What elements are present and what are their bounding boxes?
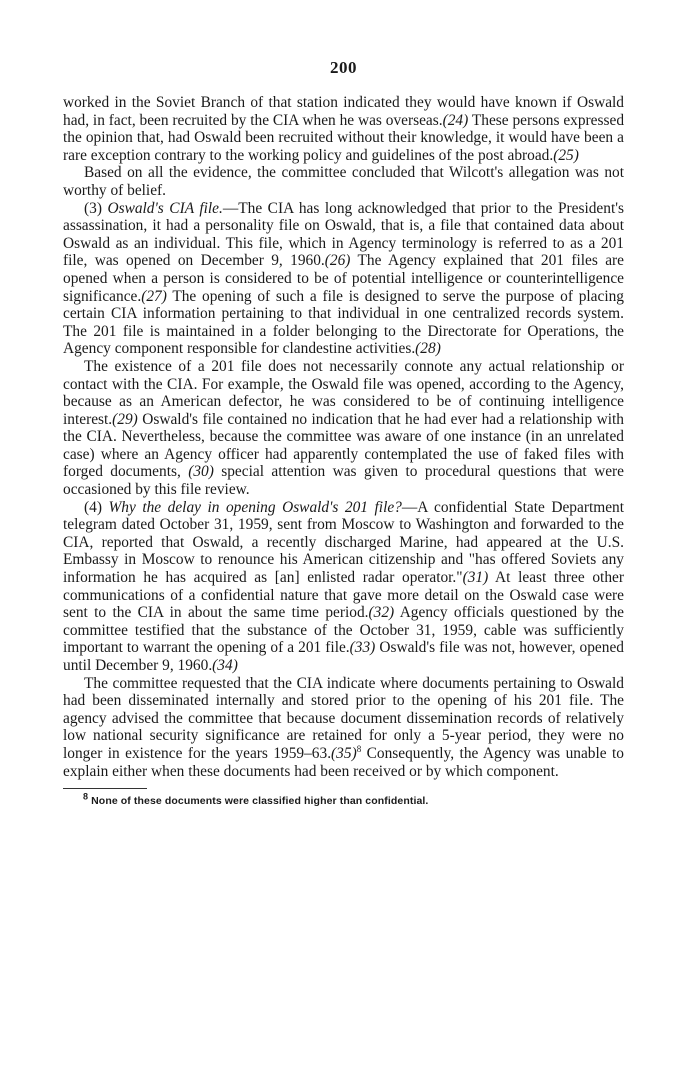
- paragraph: [63, 164, 624, 199]
- citation-number: (25): [553, 146, 579, 164]
- footnote-text: None of these documents were classified higher than confidential.: [88, 795, 429, 808]
- body-text: [63, 94, 624, 780]
- citation-number: (29): [112, 410, 138, 428]
- paragraph: [63, 358, 624, 499]
- text-run: These persons expressed the opinion that, had Oswald been recruited without their knowledge, it would have been a rare exception contrary to the working policy and guidelines of the post abroad.: [63, 111, 625, 164]
- citation-number: (34): [212, 657, 238, 674]
- text-run: The Agency explained that 201 files are opened when a person is considered to be of potential intelligence or counterintelligence significance.: [63, 252, 624, 305]
- footnote-reference: 8: [356, 743, 362, 754]
- text-run: (3): [84, 199, 108, 217]
- paragraph: [63, 499, 624, 675]
- text-run: Based on all the evidence, the committee concluded that Wilcott's allegation was not worthy of belief.: [63, 164, 624, 199]
- citation-number: (28): [415, 340, 441, 358]
- text-run: Consequently, the Agency was unable to explain either when these documents had been received or by which component.: [63, 744, 624, 780]
- citation-number: (31): [462, 569, 489, 587]
- text-run: Oswald's file was not, however, opened until December 9, 1960.: [63, 639, 624, 674]
- footnote: [63, 791, 624, 808]
- page-number: 200: [330, 58, 357, 77]
- text-run: The opening of such a file is designed to serve the purpose of placing certain CIA information pertaining to that individual in one centralized records system. The 201 file is maintained in a folder belonging to the Directorate for Operations, the Agency component responsible for clandestine activities.: [63, 287, 624, 358]
- text-run: The committee requested that the CIA indicate where documents pertaining to Oswald had been disseminated internally and stored prior to the opening of his 201 file. The agency advised the committee that because document dissemination records of relatively low national security significance are retained for only a 5-year period, they were no longer in existence for the years 1959–63.: [63, 674, 624, 762]
- text-run: Agency officials questioned by the committee testified that the substance of the October 31, 1959, cable was sufficiently important to warrant the opening of a 201 file.: [63, 604, 624, 657]
- citation-number: (30): [188, 463, 214, 481]
- text-run: —A confidential State Department telegram dated October 31, 1959, sent from Moscow to Washington and forwarded to the CIA, reported that Oswald, a recently discharged Marine, had appeared at the U.S. Embassy in Moscow to renounce his American citizenship and "has offered Soviets any information he has acquired as [an] enlisted radar operator.": [63, 498, 625, 587]
- text-run: worked in the Soviet Branch of that station indicated they would have known if Oswald had, in fact, been recruited by the CIA when he was overseas.: [63, 94, 624, 129]
- paragraph: [63, 200, 624, 358]
- citation-number: (24): [442, 111, 469, 129]
- text-run: —The CIA has long acknowledged that prior to the President's assassination, it had a personality file on Oswald, that is, a file that contained data about Oswald as an individual. This file, which in Agency terminology is referred to as a 201 file, was opened on December 9, 1960.: [63, 199, 624, 270]
- citation-number: (33): [349, 639, 376, 657]
- paragraph: [63, 94, 624, 164]
- paragraph: [63, 675, 624, 781]
- footnote-marker: 8: [83, 791, 89, 802]
- text-run: special attention was given to procedural questions that were occasioned by this file review.: [63, 463, 624, 499]
- text-run: Oswald's file contained no indication that he had ever had a relationship with the CIA. Nevertheless, because the committee was aware of one instance (in an unrelated case) where an Agency officer had apparently contemplated the use of faked files with forged documents,: [63, 410, 624, 481]
- section-heading: Oswald's CIA file.: [107, 199, 223, 217]
- citation-number: (35): [331, 744, 357, 762]
- citation-number: (32): [368, 604, 395, 622]
- citation-number: (27): [141, 287, 167, 305]
- text-run: At least three other communications of a confidential nature that gave more detail on the Oswald case were sent to the CIA in about the same time period.: [63, 569, 624, 622]
- text-run: (4): [84, 498, 109, 516]
- citation-number: (26): [324, 252, 351, 270]
- document-page: [63, 58, 624, 808]
- footnote-divider: [63, 788, 147, 789]
- section-heading: Why the delay in opening Oswald's 201 file?: [108, 498, 402, 516]
- text-run: The existence of a 201 file does not necessarily connote any actual relationship or contact with the CIA. For example, the Oswald file was opened, according to the Agency, because as an American defector, he was considered to be of continuing intelligence interest.: [63, 357, 624, 428]
